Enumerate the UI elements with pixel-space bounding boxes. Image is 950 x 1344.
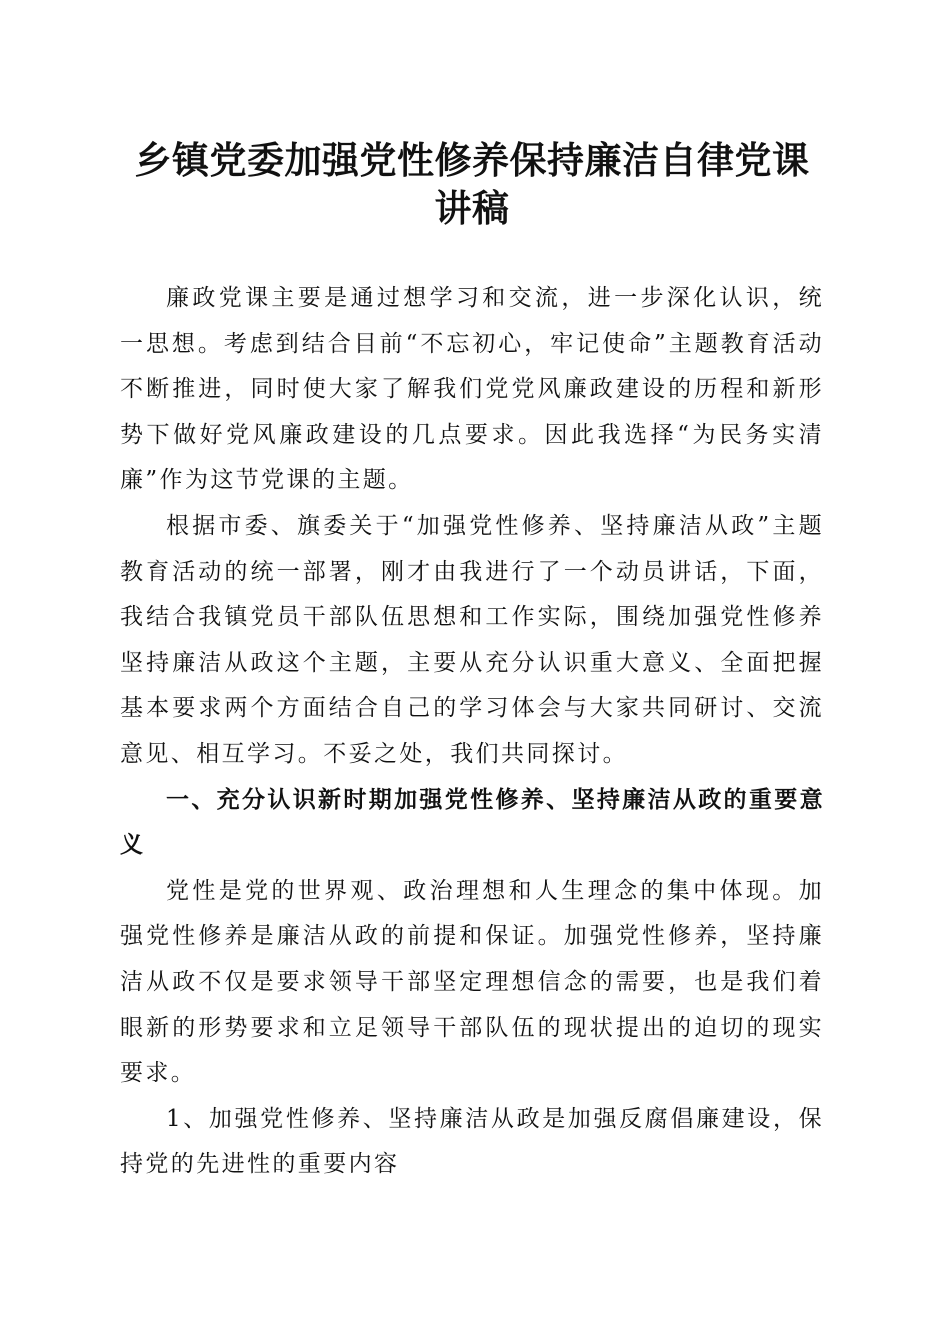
section-paragraph: 党性是党的世界观、政治理想和人生理念的集中体现。加强党性修养是廉洁从政的前提和保证。加强党性修养，坚持廉洁从政不仅是要求领导干部坚定理想信念的需要，也是我们着眼新的形势要求和立足领导干部队伍的现状提出的迫切的现实要求。 [120,877,824,1087]
document-body [120,276,824,1188]
deployment-paragraph: 根据市委、旗委关于“加强党性修养、坚持廉洁从政”主题教育活动的统一部署，刚才由我进行了一个动员讲话，下面，我结合我镇党员干部队伍思想和工作实际，围绕加强党性修养坚持廉洁从政这个主题，主要从充分认识重大意义、全面把握基本要求两个方面结合自己的学习体会与大家共同研讨、交流意见、相互学习。不妥之处，我们共同探讨。 [120,512,824,767]
subsection-paragraph: 1、加强党性修养、坚持廉洁从政是加强反腐倡廉建设，保持党的先进性的重要内容 [120,1105,824,1178]
intro-paragraph: 廉政党课主要是通过想学习和交流，进一步深化认识，统一思想。考虑到结合目前“不忘初心，牢记使命”主题教育活动不断推进，同时使大家了解我们党党风廉政建设的历程和新形势下做好党风廉政建设的几点要求。因此我选择“为民务实清廉”作为这节党课的主题。 [120,285,824,494]
section-heading: 一、充分认识新时期加强党性修养、坚持廉洁从政的重要意义 [120,786,824,859]
document-title: 乡镇党委加强党性修养保持廉洁自律党课讲稿 [134,138,810,230]
